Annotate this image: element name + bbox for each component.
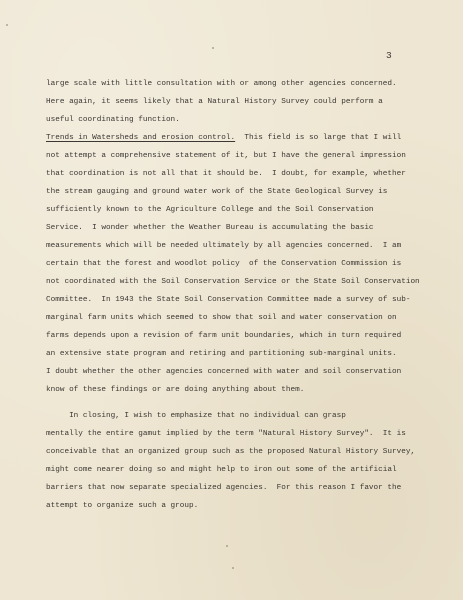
section-heading-line	[46, 134, 401, 142]
text-line: Service. I wonder whether the Weather Bureau is accumulating the basic	[46, 224, 374, 232]
text-line: mentally the entire gamut implied by the term "Natural History Survey". It is	[46, 430, 406, 438]
section-heading-continuation: This field is so large that I will	[244, 134, 402, 142]
text-line: marginal farm units which seemed to show that soil and water conservation on	[46, 314, 397, 322]
text-line: I doubt whether the other agencies concerned with water and soil conservation	[46, 368, 402, 376]
text-line: certain that the forest and woodlot policy of the Conservation Commission is	[46, 260, 402, 268]
text-line: barriers that now separate specialized agencies. For this reason I favor the	[46, 484, 402, 492]
text-line: that coordination is not all that it should be. I doubt, for example, whether	[46, 170, 406, 178]
text-line: not attempt a comprehensive statement of it, but I have the general impression	[46, 152, 406, 160]
text-line: sufficiently known to the Agriculture College and the Soil Conservation	[46, 206, 374, 214]
text-line: the stream gauging and ground water work of the State Geological Survey is	[46, 188, 388, 196]
text-line: large scale with little consultation with or among other agencies concerned.	[46, 80, 397, 88]
text-line: attempt to organize such a group.	[46, 502, 199, 510]
text-line: measurements which will be needed ultimately by all agencies concerned. I am	[46, 242, 402, 250]
text-line: know of these findings or are doing anything about them.	[46, 386, 305, 394]
text-line: conceivable that an organized group such as the proposed Natural History Survey,	[46, 448, 416, 456]
page-number: 3	[386, 50, 392, 61]
paper-speck	[212, 47, 214, 49]
text-line: Committee. In 1943 the State Soil Conservation Committee made a survey of sub-	[46, 296, 411, 304]
text-line: Here again, it seems likely that a Natural History Survey could perform a	[46, 98, 383, 106]
paper-speck	[226, 545, 228, 547]
text-line: farms depends upon a revision of farm unit boundaries, which in turn required	[46, 332, 402, 340]
section-heading: Trends in Watersheds and erosion control.	[46, 134, 236, 142]
text-line: useful coordinating function.	[46, 116, 180, 124]
text-line: not coordinated with the Soil Conservation Service or the State Soil Conservation	[46, 278, 420, 286]
paper-speck	[232, 567, 234, 569]
text-line: an extensive state program and retiring and partitioning sub-marginal units.	[46, 350, 397, 358]
paper-speck	[6, 24, 8, 26]
text-line: might come nearer doing so and might help to iron out some of the artificial	[46, 466, 397, 474]
text-line: In closing, I wish to emphasize that no individual can grasp	[46, 412, 346, 420]
